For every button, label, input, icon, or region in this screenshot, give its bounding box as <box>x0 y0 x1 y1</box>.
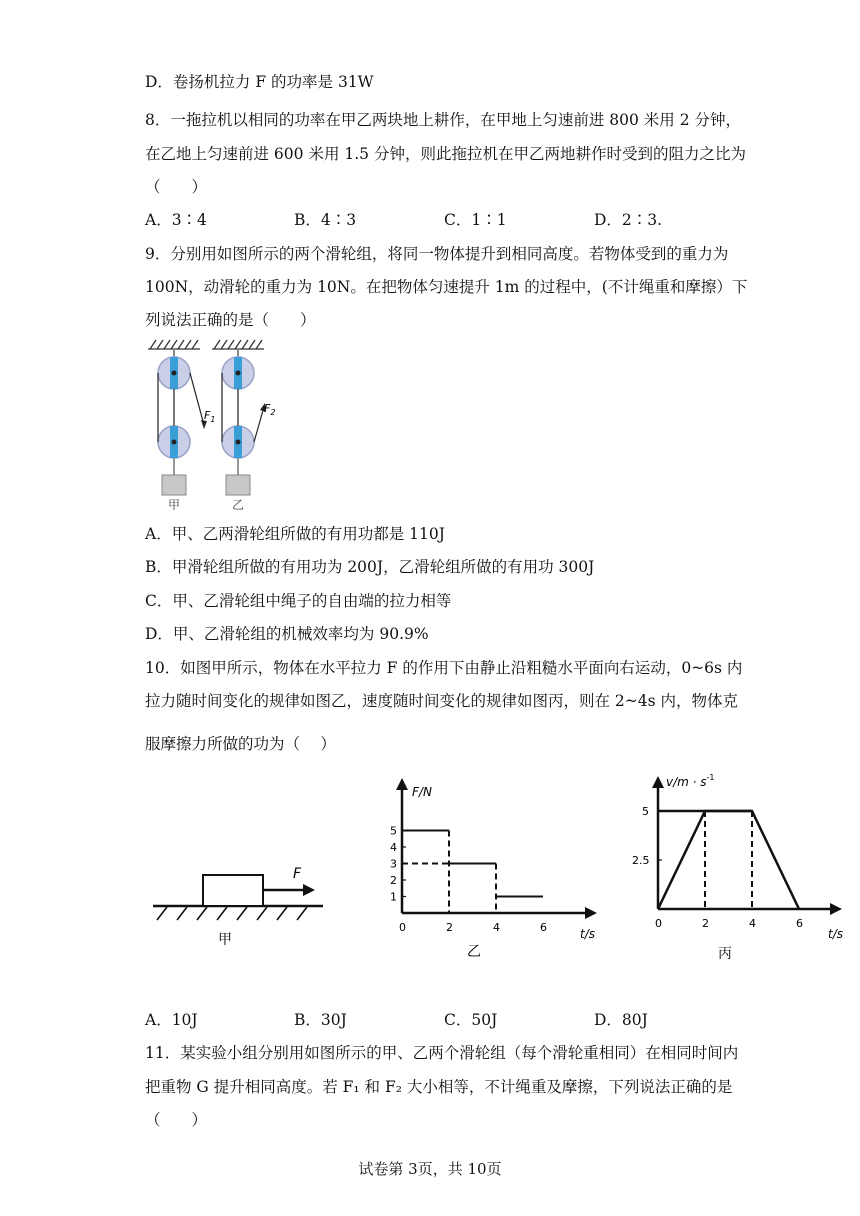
q8-option-a: A．3∶4 <box>145 211 207 229</box>
q8-stem-line-1: 8．一拖拉机以相同的功率在甲乙两块地上耕作，在甲地上匀速前进 800 米用 2 分钟， <box>145 111 742 129</box>
velocity-chart-xtick-label: 6 <box>796 917 803 930</box>
q10-stem-line-2: 拉力随时间变化的规律如图乙，速度随时间变化的规律如图丙，则在 2~4s 内，物体克 <box>145 692 739 710</box>
force-chart-ytick-label: 2 <box>390 874 397 887</box>
q9-stem-line-2: 100N，动滑轮的重力为 10N。在把物体匀速提升 1m 的过程中，(不计绳重和摩擦）下 <box>145 278 748 296</box>
q8-stem-line-2: 在乙地上匀速前进 600 米用 1.5 分钟，则此拖拉机在甲乙两地耕作时受到的阻力之比为 <box>145 145 746 163</box>
q11-answer-bracket: （ ） <box>145 1111 208 1129</box>
force-chart-ylabel: F/N <box>412 785 432 799</box>
q8-answer-bracket: （ ） <box>145 178 208 196</box>
force-chart-ytick-label: 3 <box>390 857 397 871</box>
velocity-chart-ytick-label: 5 <box>642 805 649 818</box>
velocity-chart-series-line <box>658 811 799 909</box>
pulley-system-right <box>222 349 266 495</box>
block-figure <box>145 850 330 955</box>
velocity-chart-xtick-label: 4 <box>749 917 756 930</box>
q8-option-b: B．4∶3 <box>294 211 357 229</box>
q10-option-d: D．80J <box>594 1011 648 1029</box>
q9-stem-line-1: 9．分别用如图所示的两个滑轮组，将同一物体提升到相同高度。若物体受到的重力为 <box>145 245 729 263</box>
velocity-chart-ytick-label: 2.5 <box>632 854 650 867</box>
velocity-chart-ylabel: $v/m \cdot s^{-1}$ <box>666 773 715 789</box>
pulley-label-left: 甲 <box>168 498 181 512</box>
q10-option-c: C．50J <box>444 1011 498 1029</box>
q9-option-d: D．甲、乙滑轮组的机械效率均为 90.9% <box>145 625 429 643</box>
pulley-figure <box>140 335 280 515</box>
velocity-chart-caption: 丙 <box>718 946 732 962</box>
q10-stem-line-3: 服摩擦力所做的功为（ ） <box>145 735 336 753</box>
force-time-chart <box>382 770 602 965</box>
force-label-f1: $F_1$ <box>204 409 216 424</box>
q9-option-a: A．甲、乙两滑轮组所做的有用功都是 110J <box>145 525 445 543</box>
q8-option-c: C．1∶1 <box>444 211 507 229</box>
force-chart-ytick-label: 4 <box>390 841 397 854</box>
force-label-f2: $F_2$ <box>264 402 276 417</box>
q11-stem-line-1: 11．某实验小组分别用如图所示的甲、乙两个滑轮组（每个滑轮重相同）在相同时间内 <box>145 1044 739 1062</box>
force-chart-xlabel: t/s <box>580 927 595 941</box>
force-chart-ytick-label: 1 <box>390 890 397 904</box>
velocity-chart-xtick-label: 0 <box>655 917 662 930</box>
q10-option-a: A．10J <box>145 1011 198 1029</box>
force-chart-xtick-label: 2 <box>446 921 453 934</box>
q10-option-b: B．30J <box>294 1011 347 1029</box>
force-chart-xtick-label: 4 <box>493 921 500 934</box>
ceiling-left <box>148 340 200 349</box>
velocity-chart-x-arrow <box>830 903 842 915</box>
force-chart-ytick-label: 5 <box>390 824 397 838</box>
force-chart-x-arrow <box>585 907 597 919</box>
q7-option-d: D．卷扬机拉力 F 的功率是 31W <box>145 73 374 91</box>
velocity-time-chart <box>622 762 852 962</box>
force-chart-xtick-label: 6 <box>540 921 547 934</box>
q10-stem-line-1: 10．如图甲所示，物体在水平拉力 F 的作用下由静止沿粗糙水平面向右运动，0~6s 内 <box>145 659 743 677</box>
q9-option-b: B．甲滑轮组所做的有用功为 200J，乙滑轮组所做的有用功 300J <box>145 558 595 576</box>
velocity-chart-y-arrow <box>652 776 664 788</box>
pulley-label-right: 乙 <box>232 498 245 512</box>
q9-option-c: C．甲、乙滑轮组中绳子的自由端的拉力相等 <box>145 592 452 610</box>
ceiling-right <box>212 340 264 349</box>
q11-stem-line-2: 把重物 G 提升相同高度。若 F₁ 和 F₂ 大小相等，不计绳重及摩擦，下列说法正确的是 <box>145 1078 733 1096</box>
pulley-system-left <box>158 349 207 495</box>
force-label: F <box>293 866 302 882</box>
force-chart-y-arrow <box>396 778 408 790</box>
block-caption: 甲 <box>218 932 232 948</box>
force-chart-caption: 乙 <box>467 944 481 960</box>
block <box>203 875 263 906</box>
velocity-chart-xlabel: t/s <box>828 927 843 941</box>
force-chart-xtick-label: 0 <box>399 921 406 934</box>
q8-option-d: D．2∶3. <box>594 211 663 229</box>
velocity-chart-xtick-label: 2 <box>702 917 709 930</box>
page-footer: 试卷第 3页，共 10页 <box>358 1160 502 1178</box>
q9-stem-line-3: 列说法正确的是（ ） <box>145 311 316 329</box>
ground-hatch <box>157 907 307 920</box>
